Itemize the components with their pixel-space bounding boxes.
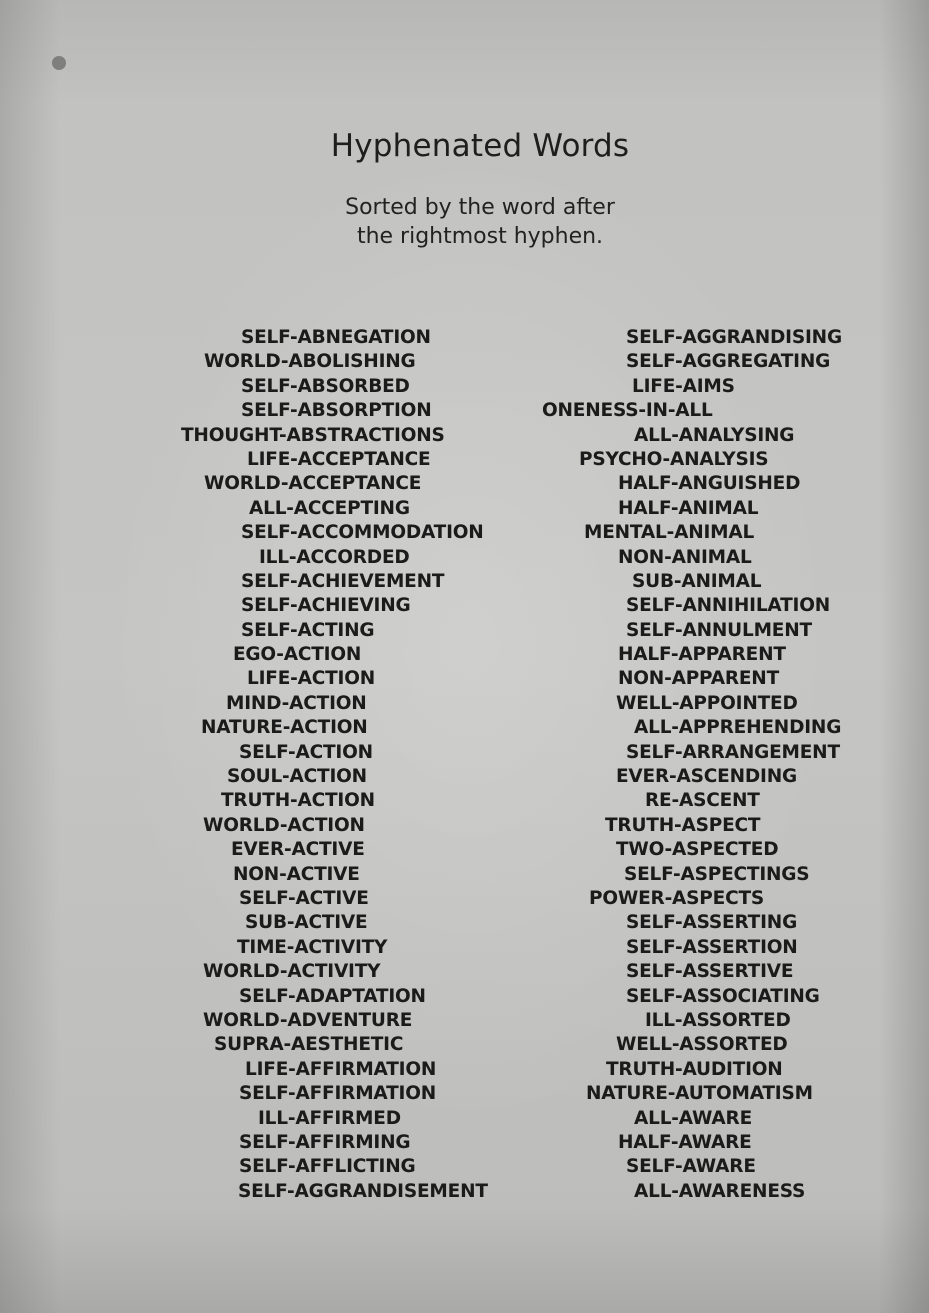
word-entry: WORLD-ABOLISHING [204, 351, 416, 373]
word-entry: RE-ASCENT [645, 790, 760, 812]
word-entry: PSYCHO-ANALYSIS [579, 448, 769, 470]
word-entry: SELF-AFFIRMING [239, 1131, 411, 1153]
word-entry: WORLD-ADVENTURE [203, 1009, 413, 1031]
word-entry: ALL-AWARENESS [634, 1180, 806, 1202]
word-entry: SELF-ABSORBED [241, 375, 410, 397]
word-entry: LIFE-AIMS [632, 375, 735, 397]
word-entry: SELF-ACTION [239, 741, 373, 763]
left-word-column [181, 326, 521, 1204]
word-entry: SUB-ACTIVE [245, 912, 368, 934]
subtitle-line-1: Sorted by the word after [345, 195, 615, 220]
word-entry: EVER-ASCENDING [616, 766, 797, 788]
word-entry: TRUTH-ACTION [221, 790, 375, 812]
word-entry: SELF-ACTING [241, 619, 375, 641]
word-entry: MIND-ACTION [226, 692, 367, 714]
word-entry: ILL-ASSORTED [645, 1009, 791, 1031]
word-entry: SELF-AWARE [626, 1156, 756, 1178]
word-entry: SELF-ACCOMMODATION [241, 522, 484, 544]
word-entry: NON-ACTIVE [233, 863, 360, 885]
word-entry: ILL-AFFIRMED [258, 1107, 401, 1129]
word-entry: TRUTH-AUDITION [606, 1058, 783, 1080]
word-entry: SELF-ARRANGEMENT [626, 741, 840, 763]
word-entry: SELF-AGGRANDISEMENT [238, 1180, 488, 1202]
word-entry: EVER-ACTIVE [231, 839, 365, 861]
word-entry: SELF-ASSERTION [626, 936, 798, 958]
word-entry: HALF-APPARENT [618, 644, 786, 666]
word-entry: WELL-APPOINTED [616, 692, 798, 714]
word-entry: WORLD-ACTION [203, 814, 365, 836]
word-entry: HALF-ANIMAL [618, 497, 759, 519]
word-entry: SELF-AFFIRMATION [239, 1083, 437, 1105]
word-entry: ALL-ACCEPTING [249, 497, 410, 519]
word-entry: SELF-ASPECTINGS [624, 863, 810, 885]
word-entry: LIFE-ACTION [247, 668, 376, 690]
word-entry: SELF-ANNULMENT [626, 619, 812, 641]
word-entry: WORLD-ACCEPTANCE [204, 473, 422, 495]
word-entry: ALL-AWARE [634, 1107, 753, 1129]
ink-smudge [52, 56, 66, 70]
word-entry: EGO-ACTION [233, 644, 362, 666]
word-entry: SOUL-ACTION [227, 766, 367, 788]
word-entry: SUPRA-AESTHETIC [214, 1034, 404, 1056]
word-entry: SELF-ABSORPTION [241, 400, 432, 422]
word-entry: SELF-AGGRANDISING [626, 327, 842, 348]
word-entry: LIFE-AFFIRMATION [245, 1058, 437, 1080]
subtitle-line-2: the rightmost hyphen. [356, 224, 604, 249]
word-entry: NON-APPARENT [618, 668, 780, 690]
page-subtitle [0, 193, 929, 251]
word-entry: WELL-ASSORTED [616, 1034, 788, 1056]
word-entry: HALF-AWARE [618, 1131, 752, 1153]
word-entry: ILL-ACCORDED [259, 546, 410, 568]
word-entry: SELF-ACHIEVEMENT [241, 570, 445, 592]
word-entry: SUB-ANIMAL [632, 570, 762, 592]
word-entry: NATURE-AUTOMATISM [586, 1083, 813, 1105]
word-entry: SELF-ASSERTIVE [626, 961, 794, 983]
word-entry: ALL-ANALYSING [634, 424, 795, 446]
word-entry: SELF-ABNEGATION [241, 327, 431, 348]
word-entry: POWER-ASPECTS [589, 887, 765, 909]
word-entry: ALL-APPREHENDING [634, 717, 842, 739]
word-entry: HALF-ANGUISHED [618, 473, 801, 495]
word-entry: SELF-ASSOCIATING [626, 985, 820, 1007]
word-entry: THOUGHT-ABSTRACTIONS [181, 424, 445, 446]
word-entry: NATURE-ACTION [201, 717, 368, 739]
word-entry: TRUTH-ASPECT [605, 814, 761, 836]
right-word-column [542, 326, 872, 1204]
page-title: Hyphenated Words [330, 128, 630, 164]
word-entry: NON-ANIMAL [618, 546, 752, 568]
word-entry: SELF-ANNIHILATION [626, 595, 831, 617]
word-entry: SELF-ACTIVE [239, 887, 369, 909]
word-entry: SELF-ASSERTING [626, 912, 798, 934]
word-entry: WORLD-ACTIVITY [203, 961, 381, 983]
word-entry: MENTAL-ANIMAL [584, 522, 755, 544]
word-entry: ONENESS-IN-ALL [542, 400, 713, 422]
word-entry: SELF-ACHIEVING [241, 595, 411, 617]
word-entry: SELF-ADAPTATION [239, 985, 426, 1007]
word-entry: TIME-ACTIVITY [237, 936, 388, 958]
word-entry: TWO-ASPECTED [616, 839, 779, 861]
word-entry: SELF-AFFLICTING [239, 1156, 416, 1178]
word-entry: LIFE-ACCEPTANCE [247, 448, 431, 470]
word-entry: SELF-AGGREGATING [626, 351, 831, 373]
